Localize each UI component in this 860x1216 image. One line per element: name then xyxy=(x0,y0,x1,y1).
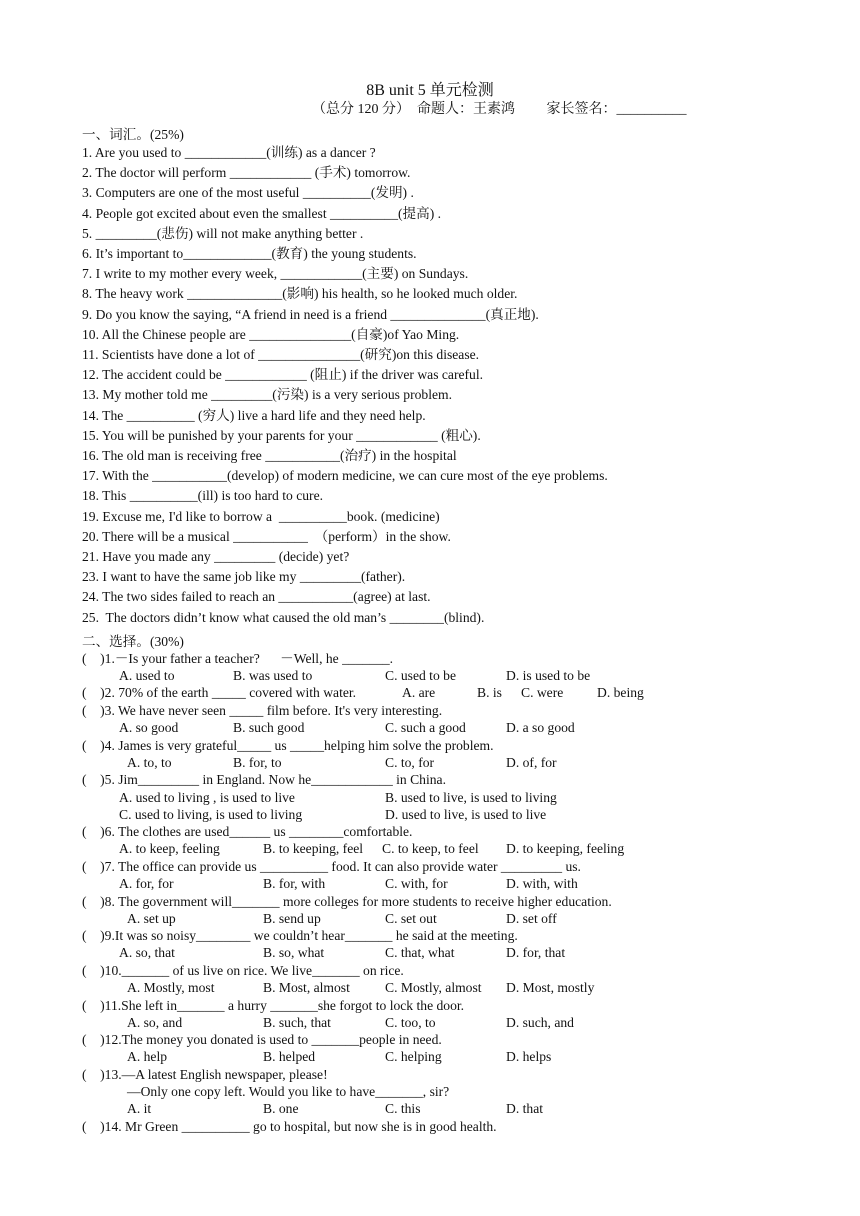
option-b: B. to keeping, feel xyxy=(263,841,364,856)
section-heading-choice: 二、选择。(30%) xyxy=(82,634,184,649)
option-c: C. to keep, to feel xyxy=(382,841,479,856)
option-c: C. with, for xyxy=(385,876,448,891)
option-d: D. Most, mostly xyxy=(506,980,595,995)
vocabulary-item: 19. Excuse me, I'd like to borrow a __________book. (medicine) xyxy=(82,508,440,524)
vocabulary-item: 11. Scientists have done a lot of _______________(研究)on this disease. xyxy=(82,347,480,362)
vocabulary-item: 6. It’s important to_____________(教育) the young students. xyxy=(82,246,417,261)
vocabulary-item: 15. You will be punished by your parents for your ____________ (粗心). xyxy=(82,427,481,443)
vocabulary-item: 10. All the Chinese people are _______________(自豪)of Yao Ming. xyxy=(82,326,460,342)
vocabulary-item: 24. The two sides failed to reach an ___________(agree) at last. xyxy=(82,589,431,605)
option-d: D. is used to be xyxy=(506,668,591,683)
option-b: B. send up xyxy=(263,911,321,926)
vocabulary-item: 23. I want to have the same job like my _________(father). xyxy=(82,569,406,585)
vocabulary-item: 14. The __________ (穷人) live a hard life and they need help. xyxy=(82,407,426,423)
choice-question-stem: ( )1.－Is your father a teacher? －Well, he _______. xyxy=(82,651,394,666)
section-heading-vocabulary: 一、词汇。(25%) xyxy=(82,127,184,142)
vocabulary-item: 12. The accident could be ____________ (阻止) if the driver was careful. xyxy=(82,367,484,383)
choice-question-stem: ( )14. Mr Green __________ go to hospital, but now she is in good health. xyxy=(82,1119,497,1134)
option-c: C. Mostly, almost xyxy=(385,980,482,995)
option-c: C. too, to xyxy=(385,1015,436,1030)
option-c: C. were xyxy=(521,685,564,700)
vocabulary-item: 8. The heavy work ______________(影响) his health, so he looked much older. xyxy=(82,286,518,302)
choice-question-stem: ( )2. 70% of the earth _____ covered with water. xyxy=(82,685,357,700)
page-title: 8B unit 5 单元检测 xyxy=(366,82,494,99)
vocabulary-item: 13. My mother told me _________(污染) is a very serious problem. xyxy=(82,387,452,403)
choice-question-stem: ( )9.It was so noisy________ we couldn’t hear_______ he said at the meeting. xyxy=(82,928,518,943)
option-a: A. help xyxy=(127,1049,168,1064)
option-a: A. it xyxy=(127,1101,152,1116)
option-b: B. Most, almost xyxy=(263,980,350,995)
option-d: D. of, for xyxy=(506,755,557,770)
choice-question-stem: ( )10._______ of us live on rice. We live_______ on rice. xyxy=(82,963,404,978)
option-a: A. Mostly, most xyxy=(127,980,215,995)
option-a: A. set up xyxy=(127,911,176,926)
option-a: A. used to xyxy=(119,668,175,683)
option-d: D. used to live, is used to live xyxy=(385,807,547,822)
option-b: B. for, to xyxy=(233,755,282,770)
option-b: B. one xyxy=(263,1101,299,1116)
option-a: A. to, to xyxy=(127,755,172,770)
option-b: B. used to live, is used to living xyxy=(385,790,557,805)
option-a: A. are xyxy=(402,685,436,700)
option-b: B. for, with xyxy=(263,876,326,891)
choice-question-stem: ( )3. We have never seen _____ film before. It's very interesting. xyxy=(82,703,443,718)
vocabulary-item: 17. With the ___________(develop) of modern medicine, we can cure most of the eye problems. xyxy=(82,468,608,484)
option-b: B. such good xyxy=(233,720,305,735)
vocabulary-item: 9. Do you know the saying, “A friend in need is a friend ______________(真正地). xyxy=(82,306,539,322)
option-b: B. such, that xyxy=(263,1015,331,1030)
option-d: D. a so good xyxy=(506,720,575,735)
choice-question-stem: ( )5. Jim_________ in England. Now he____________ in China. xyxy=(82,772,446,787)
vocabulary-item: 7. I write to my mother every week, ____________(主要) on Sundays. xyxy=(82,266,469,282)
option-d: D. with, with xyxy=(506,876,578,891)
option-c: C. to, for xyxy=(385,755,435,770)
option-d: D. to keeping, feeling xyxy=(506,841,625,856)
vocabulary-item: 3. Computers are one of the most useful __________(发明) . xyxy=(82,185,414,201)
choice-question-stem: ( )12.The money you donated is used to _______people in need. xyxy=(82,1032,442,1047)
page-subtitle: （总分 120 分） 命题人：王素鸿 家长签名：__________ xyxy=(312,102,687,117)
option-b: B. was used to xyxy=(233,668,313,683)
option-c: C. such a good xyxy=(385,720,466,735)
option-c: C. this xyxy=(385,1101,421,1116)
option-c: C. set out xyxy=(385,911,437,926)
option-b: B. so, what xyxy=(263,945,325,960)
vocabulary-item: 16. The old man is receiving free ___________(治疗) in the hospital xyxy=(82,448,457,463)
option-d: D. helps xyxy=(506,1049,552,1064)
option-c: C. used to be xyxy=(385,668,456,683)
vocabulary-item: 4. People got excited about even the smallest __________(提高) . xyxy=(82,205,442,221)
vocabulary-item: 18. This __________(ill) is too hard to cure. xyxy=(82,488,324,504)
choice-question-stem: ( )8. The government will_______ more colleges for more students to receive higher education. xyxy=(82,894,612,909)
vocabulary-item: 21. Have you made any _________ (decide) yet? xyxy=(82,549,350,564)
vocabulary-item: 5. _________(悲伤) will not make anything better . xyxy=(82,225,364,241)
option-d: D. for, that xyxy=(506,945,566,960)
choice-question-stem: ( )13.—A latest English newspaper, please! xyxy=(82,1067,328,1082)
option-a: A. so good xyxy=(119,720,179,735)
option-a: A. so, and xyxy=(127,1015,183,1030)
option-d: D. such, and xyxy=(506,1015,574,1030)
option-a: A. to keep, feeling xyxy=(119,841,220,856)
choice-question-stem: ( )4. James is very grateful_____ us _____helping him solve the problem. xyxy=(82,738,494,753)
vocabulary-item: 20. There will be a musical ___________ （perform）in the show. xyxy=(82,528,451,544)
choice-question-stem: ( )6. The clothes are used______ us ________comfortable. xyxy=(82,824,413,839)
option-c: C. that, what xyxy=(385,945,455,960)
option-d: D. being xyxy=(597,685,644,700)
option-a: A. used to living , is used to live xyxy=(119,790,295,805)
choice-question-stem-continued: —Only one copy left. Would you like to have_______, sir? xyxy=(127,1084,450,1099)
option-b: B. helped xyxy=(263,1049,316,1064)
option-c: C. used to living, is used to living xyxy=(119,807,303,822)
choice-question-stem: ( )7. The office can provide us __________ food. It can also provide water _________ us. xyxy=(82,859,581,874)
vocabulary-item: 25. The doctors didn’t know what caused the old man’s ________(blind). xyxy=(82,609,485,625)
vocabulary-item: 1. Are you used to ____________(训练) as a dancer ? xyxy=(82,145,376,160)
option-d: D. that xyxy=(506,1101,543,1116)
option-a: A. for, for xyxy=(119,876,174,891)
option-a: A. so, that xyxy=(119,945,175,960)
vocabulary-item: 2. The doctor will perform ____________ (手术) tomorrow. xyxy=(82,165,411,181)
option-d: D. set off xyxy=(506,911,557,926)
option-b: B. is xyxy=(477,685,502,700)
choice-question-stem: ( )11.She left in_______ a hurry _______she forgot to lock the door. xyxy=(82,998,465,1013)
option-c: C. helping xyxy=(385,1049,442,1064)
